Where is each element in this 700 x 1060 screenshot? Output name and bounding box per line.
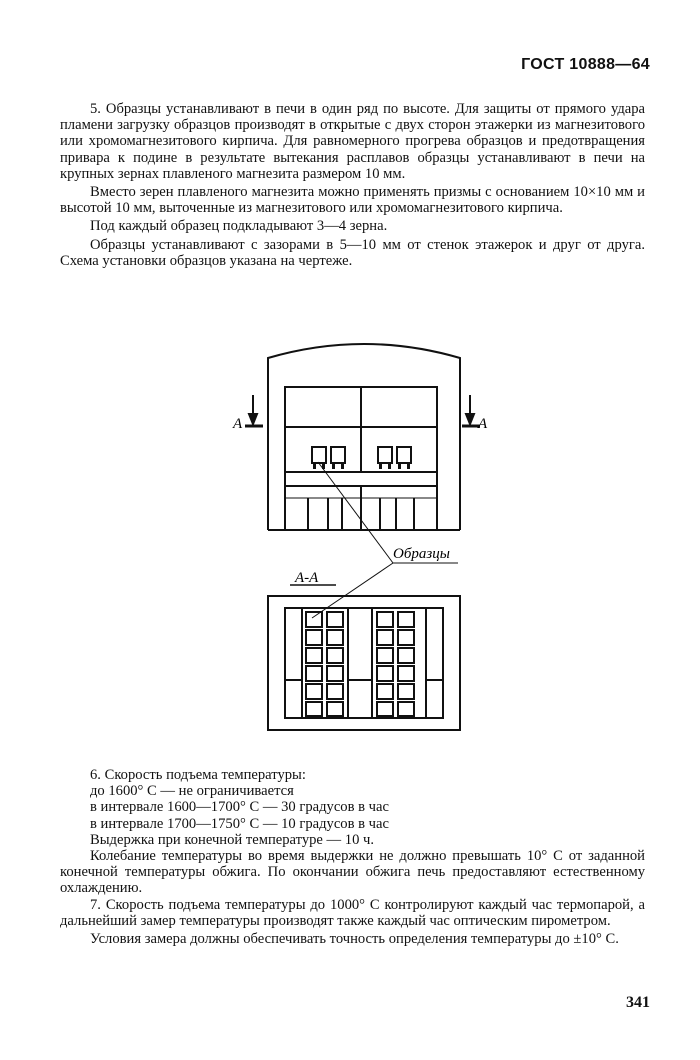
- sample-front: [378, 447, 392, 463]
- item6-line3: в интервале 1700—1750° С — 10 градусов в час: [90, 815, 389, 832]
- paragraph-grains: Под каждый образец подкладывают 3—4 зерна.: [90, 218, 388, 235]
- samples-plan: [306, 612, 414, 716]
- section-mark-right: А: [478, 416, 488, 432]
- section-title: А-А: [295, 570, 319, 586]
- paragraph-conditions: Условия замера должны обеспечивать точность определения температуры до ±10° С.: [90, 931, 619, 948]
- page-number: 341: [626, 994, 650, 1011]
- item6-title: 6. Скорость подъема температуры:: [90, 767, 306, 783]
- item6-line4: Выдержка при конечной температуре — 10 ч.: [90, 831, 375, 848]
- slab: [285, 472, 437, 486]
- callout-samples-label: Образцы: [393, 546, 450, 562]
- item6-line1: до 1600° С — не ограничивается: [90, 783, 294, 800]
- paragraph-item7: 7. Скорость подъема температуры до 1000° С контролируют каждый час термопарой, а дальнейший замер температуры производят также каждый час оптическим пирометром.: [60, 896, 645, 929]
- item6-line2: в интервале 1600—1700° С — 30 градусов в час: [90, 799, 389, 816]
- document-header: ГОСТ 10888—64: [521, 56, 650, 73]
- plan-view: [268, 596, 460, 730]
- paragraph-fluctuation: Колебание температуры во время выдержки не должно превышать 10° С от заданной конечной температуры обжига. По окончании обжига печь предоставляют естественному охлаждению.: [60, 848, 645, 897]
- paragraph-prisms: Вместо зерен плавленого магнезита можно применять призмы с основанием 10×10 мм и высотой 10 мм, выточенные из магнезитового или хромомагнезитового кирпича.: [60, 184, 645, 217]
- paragraph-item5: 5. Образцы устанавливают в печи в один ряд по высоте. Для защиты от прямого удара пламени загрузку образцов производят в открытые с двух сторон этажерки из магнезитового или хромомагнезитового кирпича. Для равномерного прогрева образцов и предотвращения привара к подине в результате вытекания расплавов образцы устанавливают в печи на крупных зернах плавленого магнезита размером 10 мм.: [60, 101, 645, 182]
- sample-front: [331, 447, 345, 463]
- section-mark-left: А: [233, 416, 243, 432]
- sample-front: [312, 447, 326, 463]
- paragraph-gaps: Образцы устанавливают с зазорами в 5—10 мм от стенок этажерок и друг от друга. Схема установки образцов указана на чертеже.: [60, 236, 645, 269]
- text-block-bottom: [60, 767, 645, 947]
- sample-front: [397, 447, 411, 463]
- furnace-outline: [268, 344, 460, 530]
